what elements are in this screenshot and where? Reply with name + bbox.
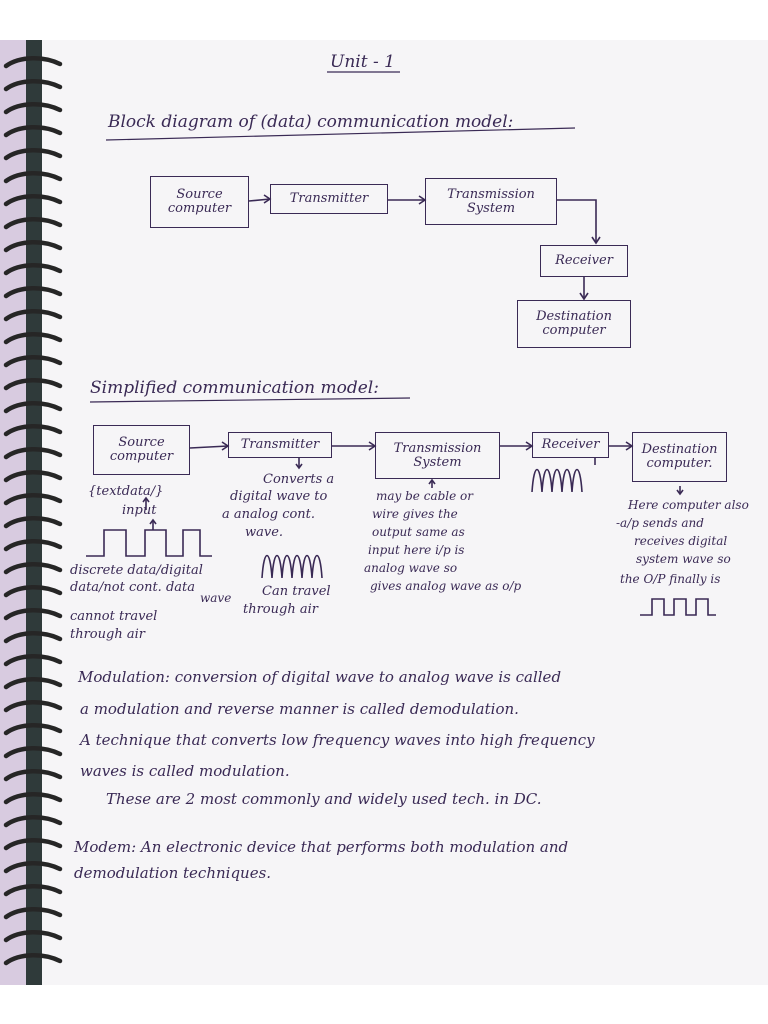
note-dest-line5: the O/P finally is [620,572,721,586]
note-cannot-line2: through air [70,627,145,642]
note-cable-line6: gives analog wave as o/p [370,579,522,593]
modulation-line3: A technique that converts low frequency waves into high frequency [80,731,595,749]
section1-heading: Block diagram of (data) communication model: [108,112,514,132]
block-transmitter: Transmitter [270,184,388,214]
note-discrete-line3: wave [200,591,232,605]
note-cable-line4: input here i/p is [368,543,465,557]
note-discrete-line2: data/not cont. data [70,580,195,595]
modem-line1: Modem: An electronic device that performs both modulation and [74,838,569,856]
note-cable-line3: output same as [372,525,465,539]
note-dest-line3: receives digital [634,534,728,548]
note-cable-line1: may be cable or [376,489,473,503]
note-dest-line4: system wave so [636,552,731,566]
block-source-computer-simplified: Source computer [93,425,190,475]
modulation-line5: These are 2 most commonly and widely used tech. in DC. [106,790,542,808]
block-destination-computer-simplified: Destination computer. [632,432,727,482]
note-can-travel-line2: through air [243,602,318,617]
note-cable-line2: wire gives the [372,507,458,521]
section2-heading: Simplified communication model: [90,378,379,398]
note-converts-line4: wave. [245,525,284,540]
note-input-line2: input [122,503,157,518]
block-transmitter-simplified: Transmitter [228,432,332,458]
note-can-travel-line1: Can travel [262,584,331,599]
note-discrete-line1: discrete data/digital [70,563,203,578]
note-dest-line2: -a/p sends and [616,516,704,530]
block-destination-computer: Destination computer [517,300,631,348]
note-input-line1: {textdata/} [88,484,164,499]
note-converts-line2: digital wave to [230,489,328,504]
note-dest-line1: Here computer also [628,498,749,512]
block-receiver-simplified: Receiver [532,432,609,458]
block-source-computer: Source computer [150,176,249,228]
modulation-line1: Modulation: conversion of digital wave to analog wave is called [78,668,562,686]
page-title: Unit - 1 [330,52,395,72]
block-transmission-system-simplified: Transmission System [375,432,500,479]
modem-line2: demodulation techniques. [74,864,272,882]
block-transmission-system: Transmission System [425,178,557,225]
note-cable-line5: analog wave so [364,561,458,575]
modulation-line2: a modulation and reverse manner is called demodulation. [80,700,519,718]
note-converts-line1: Converts a [263,472,335,487]
note-converts-line3: a analog cont. [222,507,316,522]
modulation-line4: waves is called modulation. [80,762,290,780]
block-receiver: Receiver [540,245,628,277]
note-cannot-line1: cannot travel [70,609,158,624]
